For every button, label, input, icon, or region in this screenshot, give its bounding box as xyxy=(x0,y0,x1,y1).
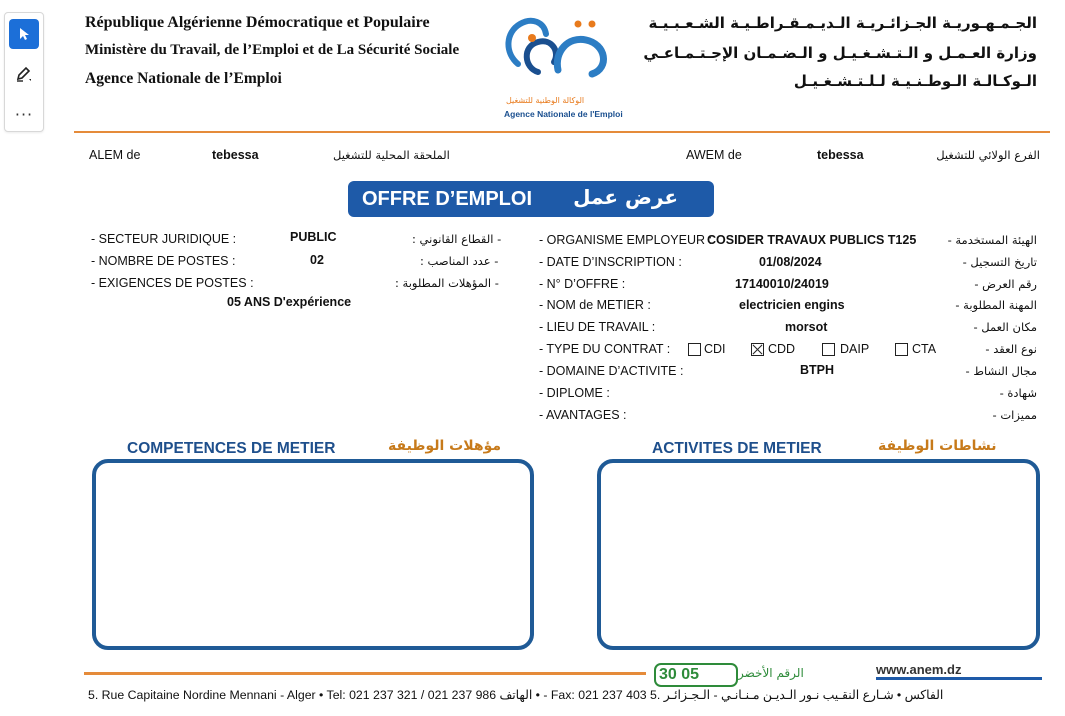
domaine-value: BTPH xyxy=(800,363,835,377)
green-number-label: الرقم الأخضر xyxy=(738,666,804,680)
domaine-label: - DOMAINE D’ACTIVITE : xyxy=(539,364,684,378)
activites-title: ACTIVITES DE METIER xyxy=(652,440,822,457)
header-republic-fr: République Algérienne Démocratique et Populaire xyxy=(85,14,430,31)
green-number: 30 05 xyxy=(659,666,700,683)
contrat-label-ar: نوع العقد - xyxy=(985,342,1037,356)
competences-box[interactable] xyxy=(92,459,534,650)
organisme-label-ar: الهيئة المستخدمة - xyxy=(947,233,1037,247)
diplome-label: - DIPLOME : xyxy=(539,386,610,400)
select-cursor-button[interactable] xyxy=(9,19,39,49)
awem-value: tebessa xyxy=(817,148,864,162)
alem-label: ALEM de xyxy=(89,148,141,162)
postes-label-ar: - عدد المناصب : xyxy=(420,254,499,268)
exigences-value: 05 ANS D'expérience xyxy=(227,295,352,309)
website[interactable]: www.anem.dz xyxy=(876,662,962,677)
contrat-label: - TYPE DU CONTRAT : xyxy=(539,342,671,356)
metier-value: electricien engins xyxy=(739,298,845,312)
postes-label: - NOMBRE DE POSTES : xyxy=(91,254,236,268)
lieu-label-ar: مكان العمل - xyxy=(973,320,1037,334)
lieu-value: morsot xyxy=(785,320,828,334)
header-republic-ar: الجـمـهـوريـة الجـزائـريـة الـديـمـقـراطـيـة الشـعـبـيـة xyxy=(648,14,1037,32)
offre-label-ar: رقم العرض - xyxy=(974,277,1037,291)
green-number-badge xyxy=(654,663,738,687)
checkbox-cdd[interactable] xyxy=(751,343,764,356)
annotation-toolbar xyxy=(4,12,44,132)
activites-box[interactable] xyxy=(597,459,1040,650)
draw-button[interactable] xyxy=(9,59,39,89)
domaine-label-ar: مجال النشاط - xyxy=(965,364,1037,378)
header-agency-fr: Agence Nationale de l’Emploi xyxy=(85,70,282,87)
checkbox-cdi[interactable] xyxy=(688,343,701,356)
header-divider xyxy=(74,131,1050,133)
competences-title-ar: مؤهلات الوظيفة xyxy=(388,438,502,454)
pen-icon xyxy=(15,65,33,83)
offre-emploi-banner xyxy=(348,181,714,217)
organisme-label: - ORGANISME EMPLOYEUR : xyxy=(539,233,712,247)
offre-value: 17140010/24019 xyxy=(735,277,829,291)
organisme-value: COSIDER TRAVAUX PUBLICS T125 xyxy=(707,233,917,247)
date-label-ar: تاريخ التسجيل - xyxy=(962,255,1037,269)
banner-title-fr: OFFRE D’EMPLOI xyxy=(362,188,532,210)
checkbox-cta[interactable] xyxy=(895,343,908,356)
activites-title-ar: نشاطات الوظيفة xyxy=(878,438,997,454)
contrat-option-daip: DAIP xyxy=(840,342,870,356)
alem-label-ar: الملحقة المحلية للتشغيل xyxy=(333,148,450,162)
header-ministry-ar: وزارة العـمـل و الـتـشـغـيـل و الـضـمـان الإجـتـمـاعـي xyxy=(643,44,1037,62)
contrat-option-cta: CTA xyxy=(912,342,937,356)
awem-label-ar: الفرع الولائي للتشغيل xyxy=(936,148,1040,162)
contrat-option-cdd: CDD xyxy=(768,342,796,356)
anem-logo xyxy=(494,12,628,122)
logo-text-ar: الوكالة الوطنية للتشغيل xyxy=(506,96,585,105)
footer-rule-left xyxy=(84,672,646,675)
secteur-label-ar: - القطاع القانوني : xyxy=(412,232,502,246)
postes-value: 02 xyxy=(310,253,324,267)
diplome-label-ar: شهادة - xyxy=(999,386,1037,400)
metier-label-ar: المهنة المطلوبة - xyxy=(955,298,1037,312)
competences-title: COMPETENCES DE METIER xyxy=(127,440,336,457)
exigences-label-ar: - المؤهلات المطلوبة : xyxy=(395,276,499,290)
footer-address: 5. Rue Capitaine Nordine Mennani - Alger • Tel: 021 237 321 / 021 237 986 الهاتف • - Fax: 021 237 403 الفاكس • شـارع النقـيب نـور الـديـن مـنـانـي - الـجـزائـر .5 xyxy=(88,688,944,702)
lieu-label: - LIEU DE TRAVAIL : xyxy=(539,320,656,334)
alem-value: tebessa xyxy=(212,148,259,162)
header-ministry-fr: Ministère du Travail, de l’Emploi et de La Sécurité Sociale xyxy=(85,42,460,58)
footer-rule-right xyxy=(876,677,1042,680)
anem-logo-icon xyxy=(494,12,628,94)
avantages-label: - AVANTAGES : xyxy=(539,408,627,422)
more-options-button[interactable] xyxy=(9,99,39,129)
date-value: 01/08/2024 xyxy=(759,255,822,269)
header-agency-ar: الـوكـالـة الـوطـنـيـة لـلـتـشـغـيـل xyxy=(793,72,1037,90)
cursor-icon xyxy=(17,27,31,41)
awem-label: AWEM de xyxy=(686,148,742,162)
contrat-option-cdi: CDI xyxy=(704,342,726,356)
checkbox-daip[interactable] xyxy=(822,343,835,356)
avantages-label-ar: مميزات - xyxy=(992,408,1037,422)
date-label: - DATE D’INSCRIPTION : xyxy=(539,255,682,269)
secteur-value: PUBLIC xyxy=(290,230,337,244)
exigences-label: - EXIGENCES DE POSTES : xyxy=(91,276,254,290)
more-icon: ··· xyxy=(14,104,34,124)
offre-label: - N° D’OFFRE : xyxy=(539,277,626,291)
logo-text-fr: Agence Nationale de l'Emploi xyxy=(504,109,623,119)
banner-title-ar: عرض عمل xyxy=(573,185,678,209)
metier-label: - NOM de METIER : xyxy=(539,298,651,312)
secteur-label: - SECTEUR JURIDIQUE : xyxy=(91,232,237,246)
